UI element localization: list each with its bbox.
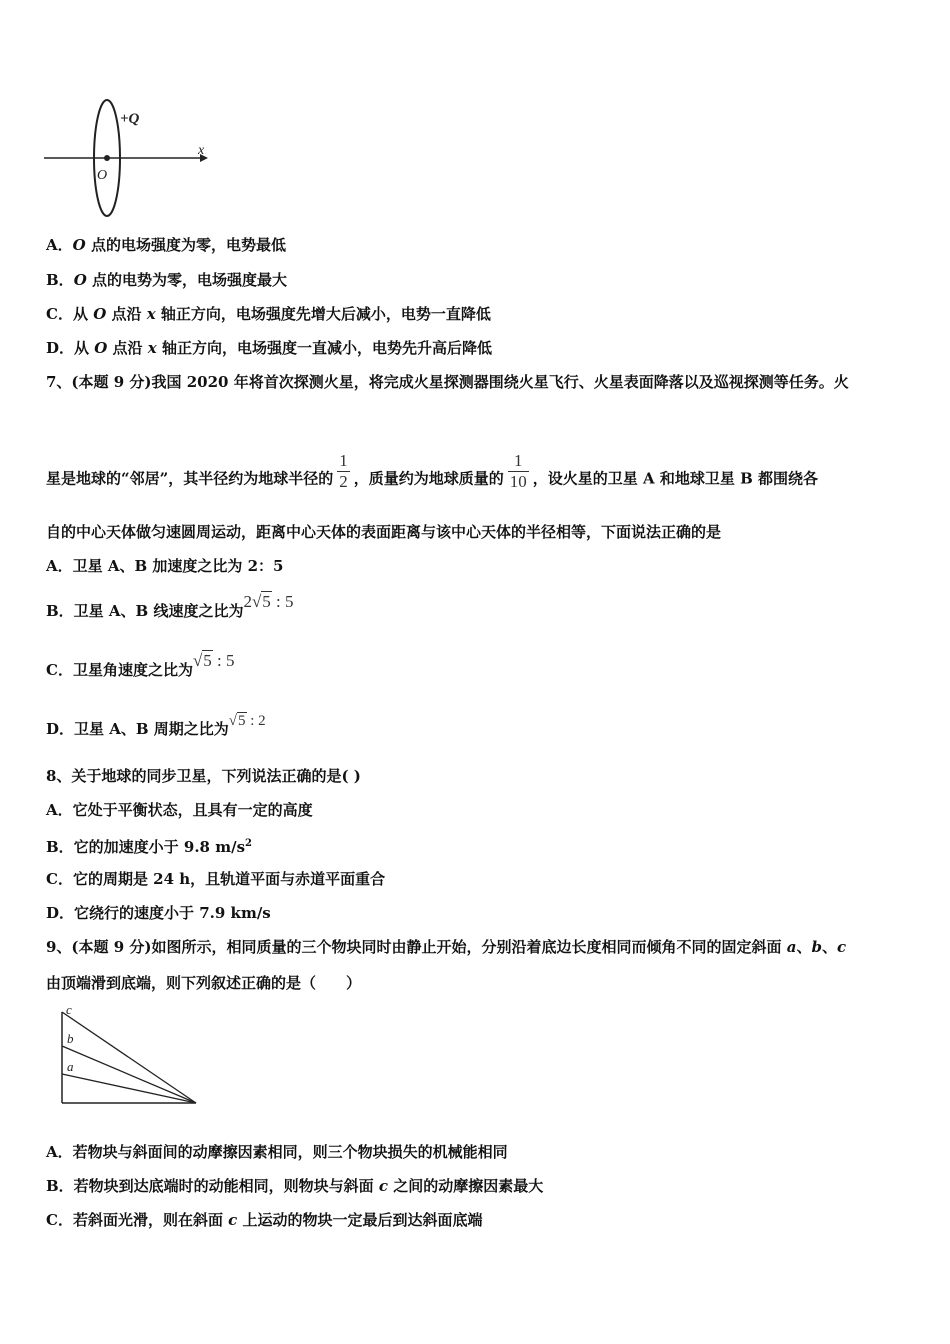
- q7-option-a: A．卫星 A、B 加速度之比为 2：5: [46, 557, 284, 575]
- q9-stem-line1: 9、(本题 9 分)如图所示，相同质量的三个物块同时由静止开始，分别沿着底边长度相同而倾角不同的固定斜面 a、b、c: [46, 938, 847, 956]
- charge-label: +Q: [120, 111, 140, 127]
- fraction-half: $\frac{1}{2}$: [339, 451, 348, 491]
- ratio-c: √5 : 5: [192, 651, 235, 670]
- origin-label: O: [97, 168, 108, 183]
- q8-option-a: A．它处于平衡状态，且具有一定的高度: [46, 801, 313, 819]
- slope-c: [62, 1012, 196, 1103]
- q8-option-d: D．它绕行的速度小于 7.9 km/s: [46, 904, 271, 922]
- q7-option-c: C．卫星角速度之比为√5 : 5: [46, 651, 235, 679]
- label-a: a: [67, 1059, 74, 1074]
- ring-charge-figure: [40, 95, 220, 225]
- q7-stem-line3: 自的中心天体做匀速圆周运动，距离中心天体的表面距离与该中心天体的半径相等，下面说法正确的是: [46, 523, 722, 541]
- q6-option-c: C．从 O 点沿 x 轴正方向，电场强度先增大后减小，电势一直降低: [46, 305, 491, 323]
- label-c: c: [66, 1002, 72, 1017]
- q8-stem: 8、关于地球的同步卫星，下列说法正确的是( ): [46, 767, 361, 785]
- origin-point: [104, 155, 110, 161]
- ratio-d: √5 : 2: [228, 713, 266, 729]
- q7-stem-line2: 星是地球的“邻居”，其半径约为地球半径的 $\frac{1}{2}$ ，质量约为地球质量的 $\frac{1}{10}$ ，设火星的卫星 A 和地球卫星 B 都围绕各: [46, 451, 818, 491]
- ratio-b: 2√5 : 5: [243, 592, 294, 611]
- q9-stem-line2: 由顶端滑到底端，则下列叙述正确的是（ ）: [46, 974, 362, 992]
- slope-a: [62, 1074, 196, 1103]
- q9-option-b: B．若物块到达底端时的动能相同，则物块与斜面 c 之间的动摩擦因素最大: [46, 1177, 544, 1195]
- slope-b: [62, 1046, 196, 1103]
- q9-option-c: C．若斜面光滑，则在斜面 c 上运动的物块一定最后到达斜面底端: [46, 1211, 483, 1229]
- q7-stem-line1: 7、(本题 9 分)我国 2020 年将首次探测火星，将完成火星探测器围绕火星飞行、火星表面降落以及巡视探测等任务。火: [46, 373, 849, 391]
- q6-option-d: D．从 O 点沿 x 轴正方向，电场强度一直减小，电势先升高后降低: [46, 339, 492, 357]
- axis-label: x: [198, 143, 205, 158]
- q8-option-b: B．它的加速度小于 9.8 $m/s^2$: [46, 838, 252, 856]
- q6-option-b: B．O 点的电势为零，电场强度最大: [46, 271, 288, 289]
- q8-option-c: C．它的周期是 24 h，且轨道平面与赤道平面重合: [46, 870, 386, 888]
- q6-option-a: A．O 点的电场强度为零，电势最低: [46, 236, 286, 254]
- fraction-tenth: $\frac{1}{10}$: [509, 451, 527, 491]
- q9-option-a: A．若物块与斜面间的动摩擦因素相同，则三个物块损失的机械能相同: [46, 1143, 508, 1161]
- q7-option-b: B．卫星 A、B 线速度之比为2√5 : 5: [46, 592, 294, 620]
- label-b: b: [67, 1031, 74, 1046]
- inclined-planes-figure: [52, 1002, 212, 1112]
- q7-option-d: D．卫星 A、B 周期之比为√5 : 2: [46, 713, 266, 738]
